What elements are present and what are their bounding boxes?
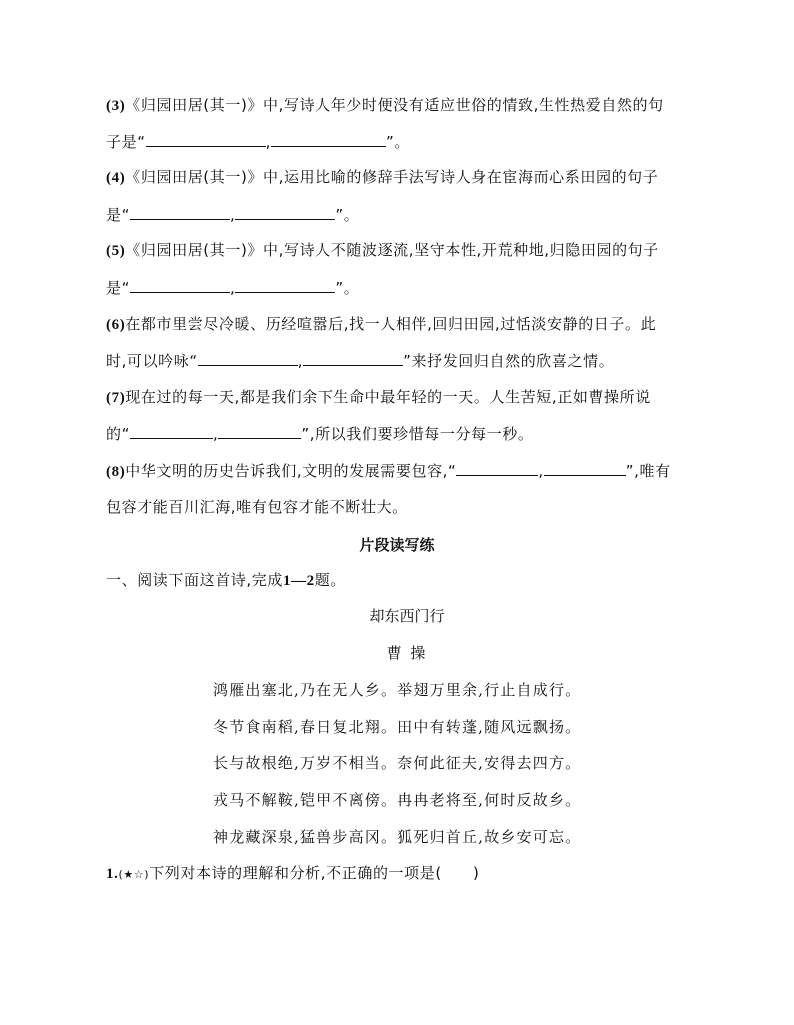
item-number: (7) xyxy=(106,390,126,406)
question-1 xyxy=(106,862,479,886)
answer-blank[interactable] xyxy=(198,349,298,366)
question-text: 下列对本诗的理解和分析,不正确的一项是( ) xyxy=(149,864,480,882)
item-7-line2: 的“ , ”,所以我们要珍惜每一分每一秒。 xyxy=(106,422,534,445)
answer-blank[interactable] xyxy=(235,203,335,220)
answer-blank[interactable] xyxy=(218,422,301,439)
section-title: 片段读写练 xyxy=(359,536,435,554)
poem-line: 戎马不解鞍,铠甲不离傍。冉冉老将至,何时反故乡。 xyxy=(213,791,582,809)
item-8-line1: (8)中华文明的历史告诉我们,文明的发展需要包容,“ , ”,唯有 xyxy=(106,459,671,483)
item-5-line1: (5)《归园田居(其一)》中,写诗人不随波逐流,坚守本性,开荒种地,归隐田园的句子 xyxy=(106,241,659,259)
answer-blank[interactable] xyxy=(544,459,626,476)
item-number: (6) xyxy=(106,317,126,333)
poem-line: 冬节食南稻,春日复北翔。田中有转蓬,随风远飘扬。 xyxy=(213,718,582,736)
item-3-line2: 子是“ , ”。 xyxy=(106,130,410,153)
poem-title: 却东西门行 xyxy=(369,607,445,625)
answer-blank[interactable] xyxy=(130,203,230,220)
item-4-line1: (4)《归园田居(其一)》中,运用比喻的修辞手法写诗人身在宦海而心系田园的句子 xyxy=(106,168,659,186)
item-5-line2: 是“ , ”。 xyxy=(106,276,359,299)
item-number: (5) xyxy=(106,243,126,259)
answer-blank[interactable] xyxy=(130,422,213,439)
question-number: 1. xyxy=(106,866,119,882)
poem-author: 曹 操 xyxy=(386,644,428,662)
answer-blank[interactable] xyxy=(456,459,538,476)
answer-blank[interactable] xyxy=(303,349,403,366)
item-4-line2: 是“ , ”。 xyxy=(106,203,359,226)
poem-line: 鸿雁出塞北,乃在无人乡。举翅万里余,行止自成行。 xyxy=(213,681,582,699)
answer-blank[interactable] xyxy=(271,130,386,147)
item-number: (3) xyxy=(106,98,126,114)
item-number: (8) xyxy=(106,464,126,480)
question-range: 1—2 xyxy=(282,573,315,589)
item-8-line2: 包容才能百川汇海,唯有包容才能不断壮大。 xyxy=(106,498,408,516)
reading-instruction: 一、阅读下面这首诗,完成1—2题。 xyxy=(106,571,346,589)
answer-blank[interactable] xyxy=(235,276,335,293)
item-6-line1: (6)在都市里尝尽冷暖、历经喧嚣后,找一人相伴,回归田园,过恬淡安静的日子。此 xyxy=(106,315,657,333)
poem-line: 神龙藏深泉,猛兽步高冈。狐死归首丘,故乡安可忘。 xyxy=(213,828,582,846)
difficulty-star-icon: (★☆) xyxy=(118,868,150,881)
answer-blank[interactable] xyxy=(146,130,266,147)
item-6-line2: 时,可以吟咏“ , ”来抒发回归自然的欣喜之情。 xyxy=(106,349,614,372)
item-number: (4) xyxy=(106,170,126,186)
poem-line: 长与故根绝,万岁不相当。奈何此征夫,安得去四方。 xyxy=(213,754,582,772)
item-3-line1: (3)《归园田居(其一)》中,写诗人年少时便没有适应世俗的情致,生性热爱自然的句 xyxy=(106,96,664,114)
answer-blank[interactable] xyxy=(130,276,230,293)
item-7-line1: (7)现在过的每一天,都是我们余下生命中最年轻的一天。人生苦短,正如曹操所说 xyxy=(106,388,651,406)
